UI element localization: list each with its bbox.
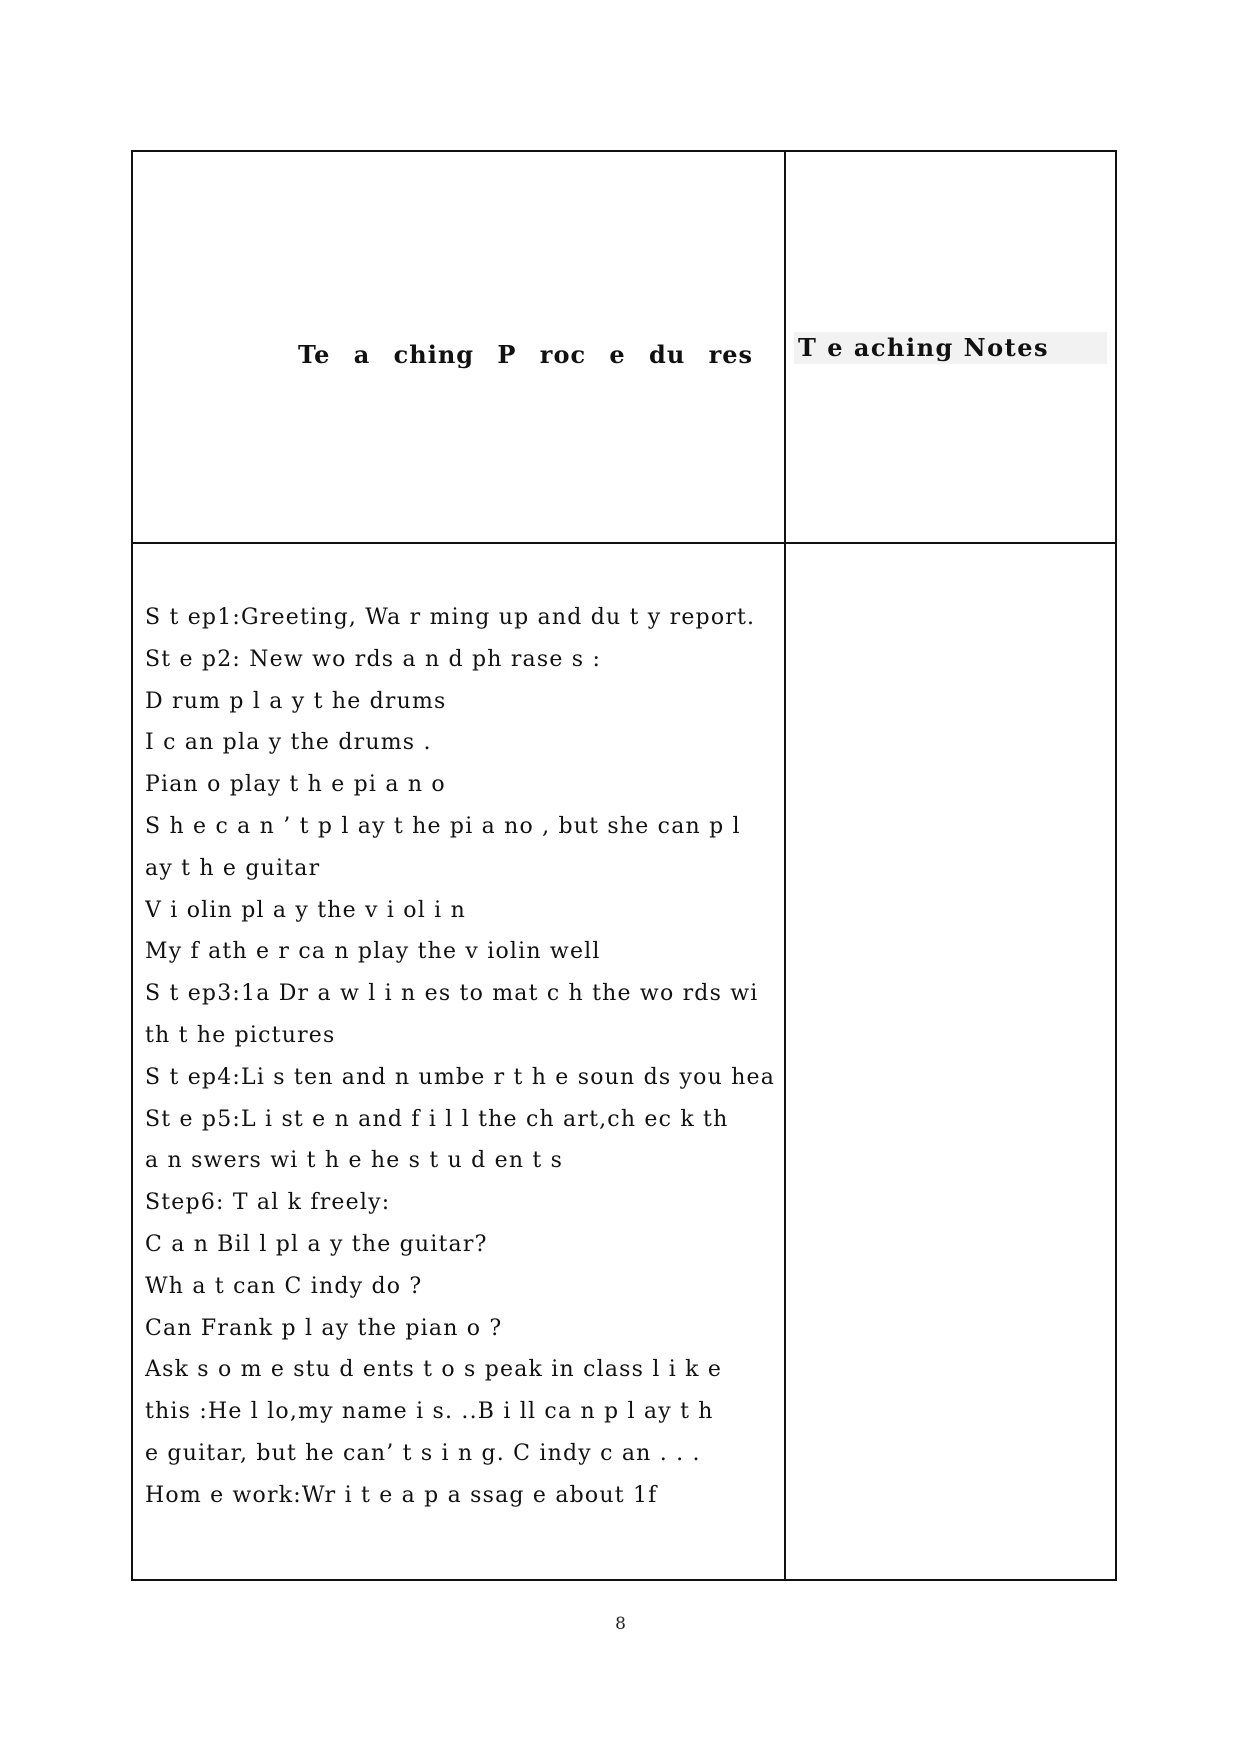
- procedure-line: V i olin pl a y the v i ol i n: [145, 897, 466, 923]
- procedures-header-title: Te a ching P roc e du res: [298, 340, 754, 369]
- procedures-body-cell: [145, 597, 784, 1517]
- notes-header-cell: [786, 152, 1117, 542]
- procedure-line: Ask s o m e stu d ents t o s peak in class l i k e: [145, 1357, 723, 1383]
- lesson-plan-table: [131, 150, 1117, 1581]
- notes-body-cell: [786, 544, 1117, 1581]
- procedure-line: My f ath e r ca n play the v iolin well: [145, 939, 601, 965]
- procedure-line: Wh a t can C indy do ?: [145, 1273, 423, 1299]
- procedure-line: S t ep4:Li s ten and n umbe r t h e soun ds you hea: [145, 1064, 776, 1090]
- procedure-line: St e p2: New wo rds a n d ph rase s :: [145, 646, 602, 672]
- procedure-line: e guitar, but he can’ t s i n g. C indy c an . . .: [145, 1440, 701, 1466]
- procedure-line: I c an pla y the drums .: [145, 730, 432, 756]
- procedure-line: St e p5:L i st e n and f i l l the ch art,ch ec k th: [145, 1106, 729, 1132]
- procedure-line: Can Frank p l ay the pian o ?: [145, 1315, 503, 1341]
- procedure-line: Hom e work:Wr i t e a p a ssag e about 1f: [145, 1482, 658, 1508]
- notes-header-title: T e aching Notes: [794, 332, 1107, 364]
- procedure-line: ay t h e guitar: [145, 855, 321, 881]
- procedure-line: a n swers wi t h e he s t u d en t s: [145, 1148, 564, 1174]
- procedure-line: Pian o play t h e pi a n o: [145, 772, 446, 798]
- procedure-line: D rum p l a y t he drums: [145, 688, 447, 714]
- procedure-line: C a n Bil l pl a y the guitar?: [145, 1231, 488, 1257]
- procedure-line: S t ep1:Greeting, Wa r ming up and du t y report.: [145, 605, 756, 630]
- procedure-line: th t he pictures: [145, 1022, 336, 1048]
- procedure-line: S h e c a n ’ t p l ay t he pi a no , but she can p l: [145, 813, 741, 839]
- procedures-header-cell: [133, 152, 784, 542]
- procedure-line: S t ep3:1a Dr a w l i n es to mat c h the wo rds wi: [145, 981, 759, 1007]
- procedure-line: Step6: T al k freely:: [145, 1190, 391, 1216]
- procedure-line: this :He l lo,my name i s. ..B i ll ca n p l ay t h: [145, 1399, 714, 1425]
- page-number: 8: [615, 1614, 626, 1634]
